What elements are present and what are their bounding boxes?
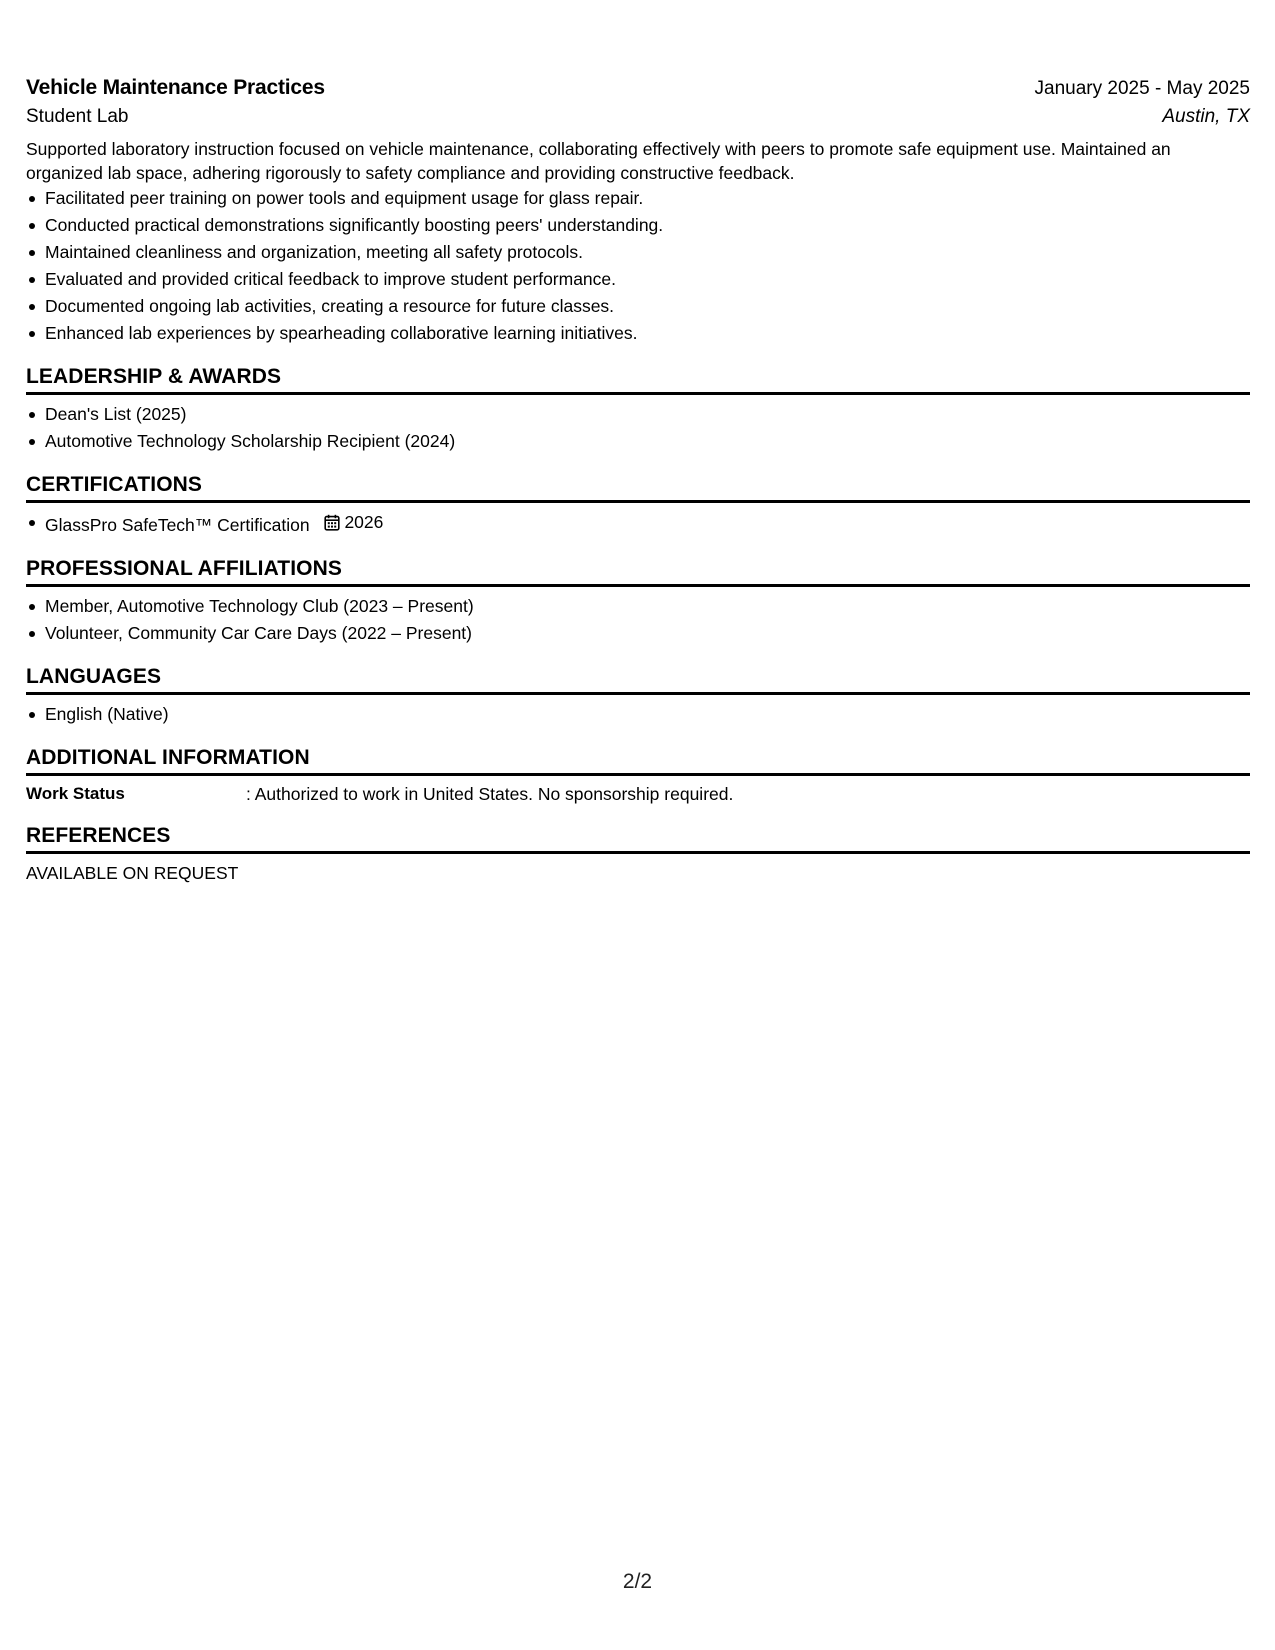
work-status-value: : Authorized to work in United States. No sponsorship required.: [246, 784, 734, 804]
leadership-list: [26, 401, 1250, 455]
references-section: [26, 824, 1250, 886]
additional-info-section: [26, 746, 1250, 806]
bullet-item: Maintained cleanliness and organization, meeting all safety protocols.: [26, 239, 1250, 266]
certification-year: 2026: [344, 512, 384, 532]
page-number: 2/2: [622, 1570, 653, 1593]
certification-name: GlassPro SafeTech™ Certification: [45, 515, 310, 535]
leadership-section: [26, 365, 1250, 455]
list-item: Automotive Technology Scholarship Recipient (2024): [26, 428, 1250, 455]
entry-subheader: [26, 106, 1250, 128]
experience-entry: [26, 76, 1250, 347]
references-text: AVAILABLE ON REQUEST: [26, 863, 239, 883]
entry-bullets: [26, 185, 1250, 347]
section-title: ADDITIONAL INFORMATION: [26, 746, 1250, 776]
list-item: English (Native): [26, 701, 1250, 728]
entry-dates: January 2025 - May 2025: [1034, 78, 1250, 99]
languages-list: [26, 701, 1250, 728]
bullet-item: Conducted practical demonstrations significantly boosting peers' understanding.: [26, 212, 1250, 239]
list-item: Dean's List (2025): [26, 401, 1250, 428]
certification-date: [324, 509, 383, 536]
section-title: PROFESSIONAL AFFILIATIONS: [26, 557, 1250, 587]
section-title: REFERENCES: [26, 824, 1250, 854]
entry-organization: Student Lab: [26, 106, 129, 127]
list-item: Member, Automotive Technology Club (2023 – Present): [26, 593, 1250, 620]
bullet-item: Documented ongoing lab activities, creating a resource for future classes.: [26, 293, 1250, 320]
languages-section: [26, 665, 1250, 728]
bullet-item: Facilitated peer training on power tools and equipment usage for glass repair.: [26, 185, 1250, 212]
calendar-icon: [324, 514, 340, 531]
bullet-item: Evaluated and provided critical feedback to improve student performance.: [26, 266, 1250, 293]
list-item: [26, 509, 1250, 539]
section-title: CERTIFICATIONS: [26, 473, 1250, 503]
resume-page: [26, 76, 1250, 886]
affiliations-section: [26, 557, 1250, 647]
work-status-label: Work Status: [26, 784, 125, 803]
section-title: LEADERSHIP & AWARDS: [26, 365, 1250, 395]
certifications-list: [26, 509, 1250, 539]
entry-title: Vehicle Maintenance Practices: [26, 76, 325, 99]
affiliations-list: [26, 593, 1250, 647]
bullet-item: Enhanced lab experiences by spearheading collaborative learning initiatives.: [26, 320, 1250, 347]
certifications-section: [26, 473, 1250, 539]
entry-header: [26, 76, 1250, 100]
entry-summary: Supported laboratory instruction focused on vehicle maintenance, collaborating effectively with peers to promote safe equipment use. Maintained an organized lab space, adhering rigorously to safety compliance and providing constructive feedback.: [26, 139, 1171, 183]
work-status-row: [26, 782, 1250, 806]
list-item: Volunteer, Community Car Care Days (2022 – Present): [26, 620, 1250, 647]
entry-location: Austin, TX: [1162, 106, 1250, 127]
section-title: LANGUAGES: [26, 665, 1250, 695]
